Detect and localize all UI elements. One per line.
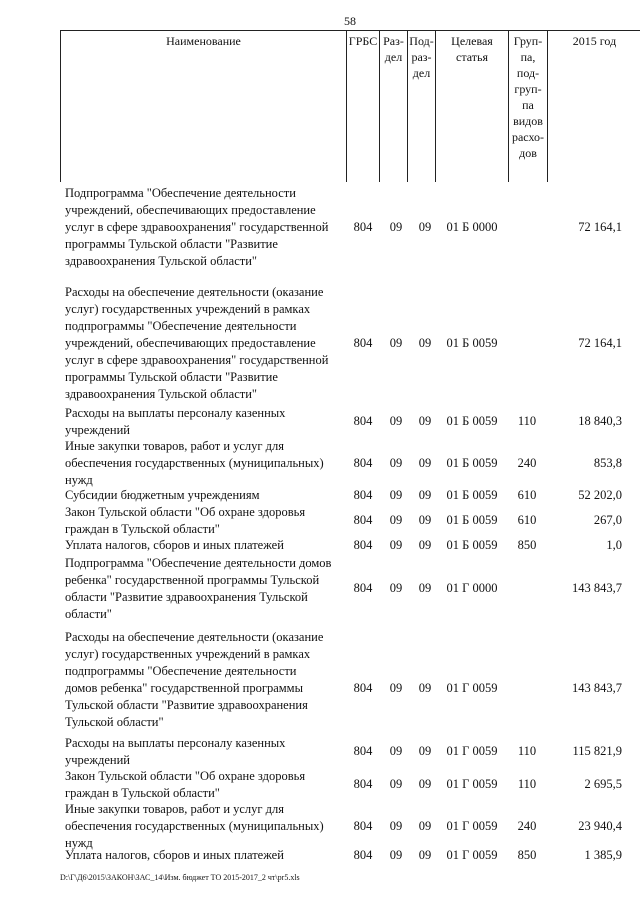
row-grbs: 804 [353, 848, 373, 862]
row-expense-group: 850 [517, 538, 537, 552]
row-amount-2015: 2 695,5 [584, 777, 622, 791]
row-grbs: 804 [353, 777, 373, 791]
row-name: Расходы на обеспечение деятельности (оказание услуг) государственных учреждений в рамках подпрограммы "Обеспечение деятельности домов ребенка" государственной программы Тульской области "Развитие здравоохранения Тульской области" [65, 630, 324, 729]
row-razdel: 09 [389, 744, 403, 758]
row-target-article: 01 Г 0059 [446, 777, 498, 791]
row-razdel: 09 [389, 777, 403, 791]
row-podrazdel: 09 [418, 581, 432, 595]
row-target-article: 01 Б 0059 [446, 414, 498, 428]
row-name: Подпрограмма "Обеспечение деятельности домов ребенка" государственной программы Тульской области "Развитие здравоохранения Тульской области" [65, 556, 332, 621]
row-amount-2015: 1 385,9 [584, 848, 622, 862]
row-grbs: 804 [353, 681, 373, 695]
row-amount-2015: 853,8 [593, 456, 622, 470]
row-podrazdel: 09 [418, 336, 432, 350]
page-number: 58 [344, 14, 356, 28]
row-expense-group: 610 [517, 513, 537, 527]
row-razdel: 09 [389, 681, 403, 695]
row-expense-group: 110 [517, 777, 537, 791]
row-target-article: 01 Г 0059 [446, 681, 498, 695]
row-podrazdel: 09 [418, 220, 432, 234]
row-razdel: 09 [389, 488, 403, 502]
row-amount-2015: 143 843,7 [572, 581, 622, 595]
row-podrazdel: 09 [418, 488, 432, 502]
row-podrazdel: 09 [418, 819, 432, 833]
row-target-article: 01 Б 0059 [446, 538, 498, 552]
row-target-article: 01 Б 0000 [446, 220, 498, 234]
row-grbs: 804 [353, 744, 373, 758]
row-name: Иные закупки товаров, работ и услуг для обеспечения государственных (муниципальных) нужд [65, 439, 324, 487]
row-target-article: 01 Б 0059 [446, 336, 498, 350]
row-expense-group: 610 [517, 488, 537, 502]
row-podrazdel: 09 [418, 456, 432, 470]
row-podrazdel: 09 [418, 744, 432, 758]
row-amount-2015: 72 164,1 [578, 336, 622, 350]
column-header-razdel: Раз- дел [379, 30, 408, 182]
column-header-grbs: ГРБС [346, 30, 380, 182]
row-expense-group: 240 [517, 819, 537, 833]
row-name: Субсидии бюджетным учреждениям [65, 488, 260, 502]
row-amount-2015: 1,0 [606, 538, 622, 552]
row-target-article: 01 Б 0059 [446, 488, 498, 502]
row-amount-2015: 23 940,4 [578, 819, 622, 833]
row-name: Закон Тульской области "Об охране здоровья граждан в Тульской области" [65, 505, 306, 536]
row-name: Расходы на выплаты персоналу казенных учреждений [65, 406, 286, 437]
column-header-amount: 2015 год [547, 30, 640, 182]
row-razdel: 09 [389, 220, 403, 234]
row-target-article: 01 Г 0000 [446, 581, 498, 595]
row-amount-2015: 52 202,0 [578, 488, 622, 502]
column-header-name: Наименование [60, 30, 347, 182]
row-grbs: 804 [353, 538, 373, 552]
row-podrazdel: 09 [418, 681, 432, 695]
row-grbs: 804 [353, 220, 373, 234]
row-razdel: 09 [389, 848, 403, 862]
row-name: Закон Тульской области "Об охране здоровья граждан в Тульской области" [65, 769, 306, 800]
row-amount-2015: 267,0 [593, 513, 622, 527]
column-header-grp: Груп- па, под- груп- па видов расхо- дов [508, 30, 548, 182]
row-target-article: 01 Б 0059 [446, 456, 498, 470]
row-grbs: 804 [353, 513, 373, 527]
table-header [60, 30, 640, 182]
row-grbs: 804 [353, 819, 373, 833]
row-amount-2015: 143 843,7 [572, 681, 622, 695]
row-name: Расходы на обеспечение деятельности (оказание услуг) государственных учреждений в рамках подпрограммы "Обеспечение деятельности учреждений, обеспечивающих предоставление услуг в сфере здравоохранения" государственной программы Тульской области "Развитие здравоохранения Тульской области" [65, 285, 329, 401]
row-podrazdel: 09 [418, 777, 432, 791]
row-amount-2015: 115 821,9 [572, 744, 622, 758]
row-target-article: 01 Г 0059 [446, 848, 498, 862]
row-razdel: 09 [389, 513, 403, 527]
row-grbs: 804 [353, 488, 373, 502]
row-amount-2015: 18 840,3 [578, 414, 622, 428]
row-podrazdel: 09 [418, 414, 432, 428]
row-name: Подпрограмма "Обеспечение деятельности учреждений, обеспечивающих предоставление услуг в сфере здравоохранения" государственной программы Тульской области "Развитие здравоохранения Тульской области" [65, 186, 329, 268]
row-expense-group: 110 [517, 744, 537, 758]
row-podrazdel: 09 [418, 848, 432, 862]
row-razdel: 09 [389, 336, 403, 350]
file-path-footer: D:\Г\Д6\2015\ЗАКОН\ЗАС_14\Изм. бюджет ТО 2015-2017_2 чт\pr5.xls [60, 873, 300, 882]
row-grbs: 804 [353, 456, 373, 470]
row-name: Иные закупки товаров, работ и услуг для обеспечения государственных (муниципальных) нужд [65, 802, 324, 850]
row-razdel: 09 [389, 538, 403, 552]
row-grbs: 804 [353, 581, 373, 595]
row-expense-group: 110 [517, 414, 537, 428]
row-grbs: 804 [353, 336, 373, 350]
row-target-article: 01 Б 0059 [446, 513, 498, 527]
row-podrazdel: 09 [418, 538, 432, 552]
column-header-podrazdel: Под- раз- дел [407, 30, 436, 182]
row-expense-group: 240 [517, 456, 537, 470]
row-name: Уплата налогов, сборов и иных платежей [65, 538, 284, 552]
row-razdel: 09 [389, 456, 403, 470]
row-target-article: 01 Г 0059 [446, 744, 498, 758]
row-podrazdel: 09 [418, 513, 432, 527]
row-grbs: 804 [353, 414, 373, 428]
row-name: Расходы на выплаты персоналу казенных учреждений [65, 736, 286, 767]
column-header-cs: Целевая статья [435, 30, 509, 182]
row-razdel: 09 [389, 414, 403, 428]
row-name: Уплата налогов, сборов и иных платежей [65, 848, 284, 862]
row-expense-group: 850 [517, 848, 537, 862]
row-razdel: 09 [389, 819, 403, 833]
row-target-article: 01 Г 0059 [446, 819, 498, 833]
row-amount-2015: 72 164,1 [578, 220, 622, 234]
row-razdel: 09 [389, 581, 403, 595]
